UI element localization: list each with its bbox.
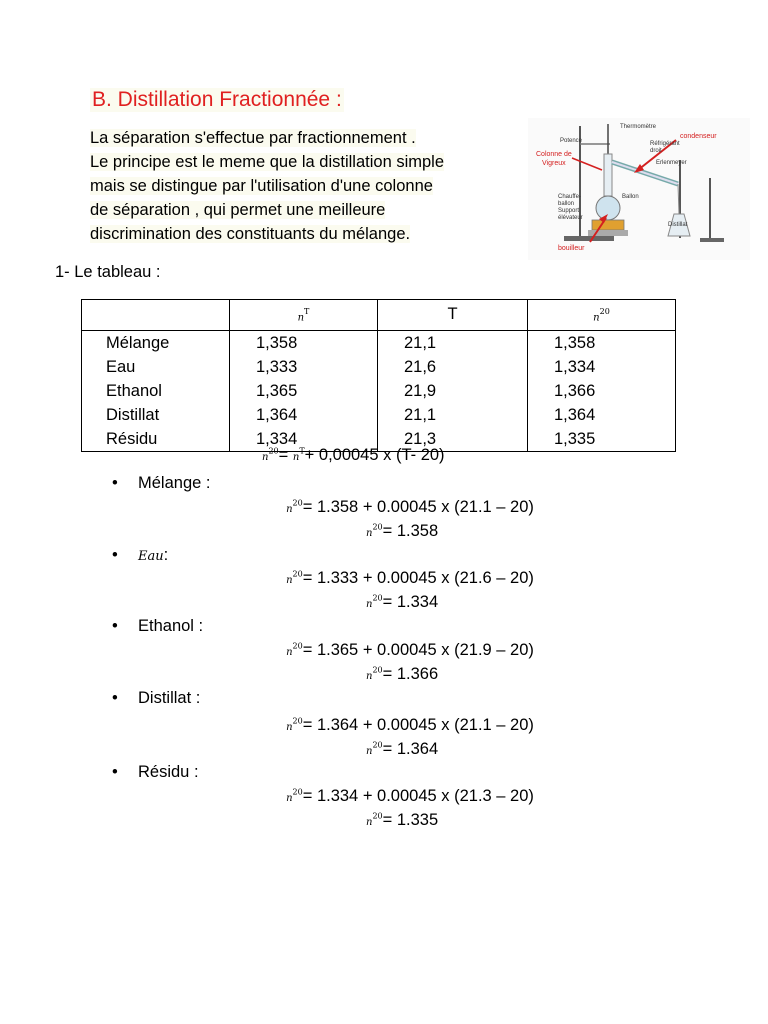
label-thermometre: Thermomètre — [620, 124, 657, 130]
label-support: Support — [558, 208, 580, 214]
calc-result: $n^{20}= 1.358$ — [366, 522, 439, 540]
cell-nT: 1,334 — [230, 427, 378, 452]
calc-label-residu: • Résidu : — [112, 763, 199, 781]
intro-line: La séparation s'effectue par fractionnement . — [90, 129, 416, 147]
cell-n20: 1,364 — [528, 403, 676, 427]
calc-result: $n^{20}= 1.334$ — [366, 593, 439, 611]
table-row — [82, 403, 676, 427]
label-erlenmeyer: Erlenmeyer — [656, 160, 687, 166]
calc-equation: $n^{20}= 1.364 + 0.00045$ x (21.1 – 20) — [286, 716, 534, 734]
cell-name: Eau — [82, 355, 230, 379]
cell-name: Résidu — [82, 427, 230, 452]
label-potence: Potence — [560, 138, 583, 144]
cell-name: Distillat — [82, 403, 230, 427]
cell-nT: 1,358 — [230, 330, 378, 355]
distillation-apparatus-figure — [528, 118, 750, 260]
label-refrigerant: Réfrigérant — [650, 141, 680, 147]
table-section-heading: 1- Le tableau : — [55, 263, 161, 281]
label-bouilleur: bouilleur — [558, 245, 585, 252]
calc-label-eau: • Eau: — [112, 546, 169, 564]
calc-label-melange: • Mélange : — [112, 474, 211, 492]
label-vigreux: Vigreux — [542, 160, 566, 167]
cell-T: 21,3 — [378, 427, 528, 452]
calc-equation: $n^{20}= 1.365 + 0.00045$ x (21.9 – 20) — [286, 641, 534, 659]
section-title: B. Distillation Fractionnée : — [92, 88, 342, 111]
cell-name: Ethanol — [82, 379, 230, 403]
label-elevateur: élévateur — [558, 215, 583, 221]
header-T: T — [378, 300, 528, 331]
intro-line: mais se distingue par l'utilisation d'une colonne — [90, 177, 433, 195]
calc-equation: $n^{20}= 1.358 + 0.00045$ x (21.1 – 20) — [286, 498, 534, 516]
intro-line: discrimination des constituants du mélange. — [90, 225, 411, 243]
cell-nT: 1,333 — [230, 355, 378, 379]
header-n20: $n^{20}$ — [528, 300, 676, 331]
calc-result: $n^{20}= 1.335$ — [366, 811, 439, 829]
label-chauffe: Chauffe- — [558, 194, 581, 200]
calc-result: $n^{20}= 1.364$ — [366, 740, 439, 758]
cell-T: 21,1 — [378, 330, 528, 355]
table-row — [82, 379, 676, 403]
intro-paragraph — [90, 126, 510, 246]
header-nT: $n^T$ — [230, 300, 378, 331]
cell-name: Mélange — [82, 330, 230, 355]
calc-equation: $n^{20}= 1.333 + 0.00045$ x (21.6 – 20) — [286, 569, 534, 587]
general-formula: $n^{20}= n^T+ 0,00045$ x (T- 20) — [262, 446, 445, 464]
intro-line: Le principe est le meme que la distillation simple — [90, 153, 445, 171]
cell-n20: 1,335 — [528, 427, 676, 452]
table-row — [82, 330, 676, 355]
cell-T: 21,6 — [378, 355, 528, 379]
cell-n20: 1,358 — [528, 330, 676, 355]
cell-T: 21,1 — [378, 403, 528, 427]
label-droit: droit — [650, 148, 662, 154]
label-condenseur: condenseur — [680, 133, 717, 140]
label-colonne: Colonne de — [536, 151, 572, 158]
calc-result: $n^{20}= 1.366$ — [366, 665, 439, 683]
table-row — [82, 355, 676, 379]
table-header-row — [82, 300, 676, 331]
cell-T: 21,9 — [378, 379, 528, 403]
cell-nT: 1,365 — [230, 379, 378, 403]
calc-label-ethanol: • Ethanol : — [112, 617, 204, 635]
cell-nT: 1,364 — [230, 403, 378, 427]
intro-line: de séparation , qui permet une meilleure — [90, 201, 386, 219]
label-ballon: Ballon — [622, 194, 639, 200]
calc-equation: $n^{20}= 1.334 + 0.00045$ x (21.3 – 20) — [286, 787, 534, 805]
header-empty — [82, 300, 230, 331]
label-distillat: Distillat — [668, 222, 688, 228]
cell-n20: 1,334 — [528, 355, 676, 379]
calc-label-distillat: • Distillat : — [112, 689, 201, 707]
label-ballon-w: ballon — [558, 201, 575, 207]
refractive-index-table — [81, 299, 676, 452]
cell-n20: 1,366 — [528, 379, 676, 403]
